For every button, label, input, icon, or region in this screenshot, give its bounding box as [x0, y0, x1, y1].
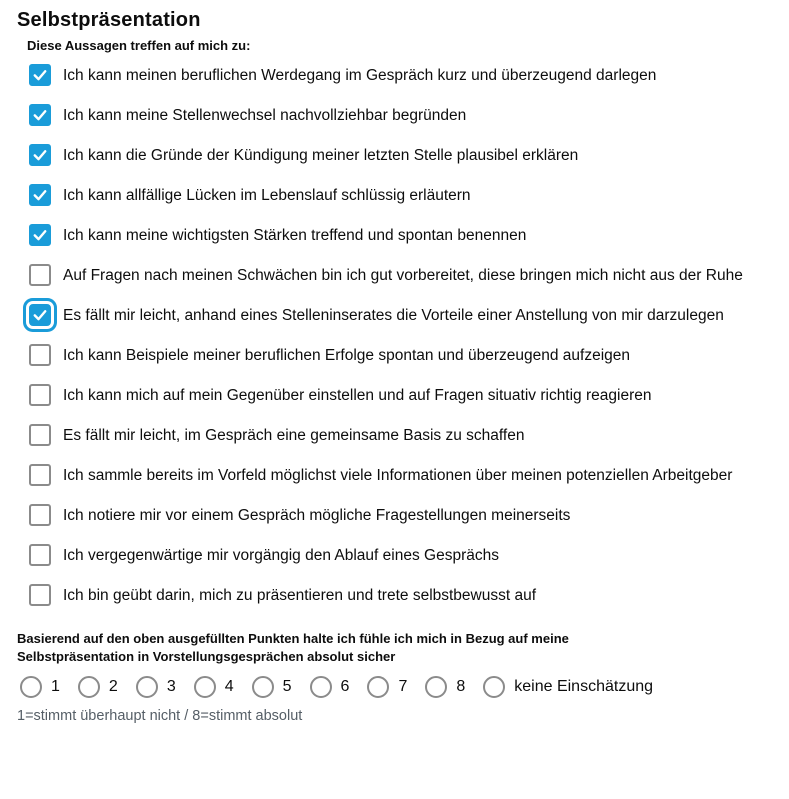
radio-label: 8 — [456, 678, 466, 695]
checkbox-label: Ich sammle bereits im Vorfeld möglichst viele Informationen über meinen potenziellen Arbeitgeber — [63, 467, 733, 484]
radio-option — [367, 676, 407, 698]
radio-button[interactable] — [136, 676, 158, 698]
checkbox-unchecked[interactable] — [29, 264, 51, 286]
checkbox-row — [29, 463, 773, 488]
checkbox-checked[interactable] — [29, 64, 51, 86]
radio-label: 3 — [166, 678, 176, 695]
radio-option — [483, 676, 653, 698]
checkbox-unchecked[interactable] — [29, 544, 51, 566]
radio-option — [194, 676, 234, 698]
checkbox-row — [29, 63, 773, 88]
checkbox-label: Ich kann mich auf mein Gegenüber einstellen und auf Fragen situativ richtig reagieren — [63, 387, 652, 404]
checkbox-unchecked[interactable] — [29, 384, 51, 406]
radio-button[interactable] — [425, 676, 447, 698]
rating-legend: 1=stimmt überhaupt nicht / 8=stimmt absolut — [17, 708, 303, 724]
check-icon — [31, 226, 49, 244]
radio-button[interactable] — [310, 676, 332, 698]
checkbox-row — [29, 583, 773, 608]
checkbox-row — [29, 423, 773, 448]
checkbox-label: Ich notiere mir vor einem Gespräch mögliche Fragestellungen meinerseits — [63, 507, 571, 524]
checkbox-row — [29, 143, 773, 168]
checkbox-label: Ich kann allfällige Lücken im Lebenslauf schlüssig erläutern — [63, 187, 471, 204]
radio-label: 5 — [282, 678, 292, 695]
radio-option — [20, 676, 60, 698]
radio-button[interactable] — [252, 676, 274, 698]
checkbox-row — [29, 543, 773, 568]
radio-option — [136, 676, 176, 698]
radio-button[interactable] — [20, 676, 42, 698]
checkbox-label: Ich vergegenwärtige mir vorgängig den Ablauf eines Gesprächs — [63, 547, 499, 564]
checkbox-list — [29, 63, 773, 608]
radio-label: 6 — [340, 678, 350, 695]
check-icon — [31, 306, 49, 324]
check-icon — [31, 186, 49, 204]
checkbox-unchecked[interactable] — [29, 424, 51, 446]
checkbox-unchecked[interactable] — [29, 464, 51, 486]
checkbox-checked[interactable] — [29, 224, 51, 246]
checkbox-label: Ich kann meine wichtigsten Stärken treffend und spontan benennen — [63, 227, 527, 244]
rating-scale — [20, 676, 773, 698]
check-icon — [31, 106, 49, 124]
page-title: Selbstpräsentation — [17, 9, 201, 31]
rating-question: Basierend auf den oben ausgefüllten Punkten halte ich fühle ich mich in Bezug auf meine Selbstpräsentation in Vorstellungsgesprächen absolut sicher — [17, 631, 569, 664]
checkbox-label: Ich kann meine Stellenwechsel nachvollziehbar begründen — [63, 107, 467, 124]
checkbox-unchecked[interactable] — [29, 344, 51, 366]
radio-label: 4 — [224, 678, 234, 695]
checkbox-checked[interactable] — [29, 304, 51, 326]
radio-label: 7 — [398, 678, 408, 695]
checkbox-row — [29, 503, 773, 528]
checkbox-label: Auf Fragen nach meinen Schwächen bin ich gut vorbereitet, diese bringen mich nicht aus der Ruhe — [63, 267, 743, 284]
checkbox-checked[interactable] — [29, 144, 51, 166]
checkbox-checked[interactable] — [29, 184, 51, 206]
checkbox-label: Ich bin geübt darin, mich zu präsentieren und trete selbstbewusst auf — [63, 587, 537, 604]
checkbox-label: Es fällt mir leicht, im Gespräch eine gemeinsame Basis zu schaffen — [63, 427, 525, 444]
checkbox-row — [29, 343, 773, 368]
checkbox-row — [29, 263, 773, 288]
radio-option — [425, 676, 465, 698]
checkbox-row — [29, 223, 773, 248]
checkbox-unchecked[interactable] — [29, 584, 51, 606]
radio-button[interactable] — [194, 676, 216, 698]
radio-button[interactable] — [483, 676, 505, 698]
radio-option — [78, 676, 118, 698]
checkbox-row — [29, 103, 773, 128]
radio-label: keine Einschätzung — [514, 678, 654, 695]
checkbox-row — [29, 183, 773, 208]
check-icon — [31, 66, 49, 84]
radio-label: 2 — [108, 678, 118, 695]
checkbox-label: Ich kann die Gründe der Kündigung meiner letzten Stelle plausibel erklären — [63, 147, 579, 164]
checkbox-unchecked[interactable] — [29, 504, 51, 526]
radio-label: 1 — [51, 678, 60, 695]
radio-option — [252, 676, 292, 698]
checkbox-row — [29, 303, 773, 328]
check-icon — [31, 146, 49, 164]
radio-button[interactable] — [78, 676, 100, 698]
checkbox-checked[interactable] — [29, 104, 51, 126]
checkbox-label: Ich kann meinen beruflichen Werdegang im Gespräch kurz und überzeugend darlegen — [63, 67, 657, 84]
radio-option — [310, 676, 350, 698]
checkbox-row — [29, 383, 773, 408]
checkbox-label: Ich kann Beispiele meiner beruflichen Erfolge spontan und überzeugend aufzeigen — [63, 347, 630, 364]
radio-button[interactable] — [367, 676, 389, 698]
section-subtitle: Diese Aussagen treffen auf mich zu: — [27, 38, 251, 53]
checkbox-label: Es fällt mir leicht, anhand eines Stelleninserates die Vorteile einer Anstellung von mir darzulegen — [63, 307, 724, 324]
